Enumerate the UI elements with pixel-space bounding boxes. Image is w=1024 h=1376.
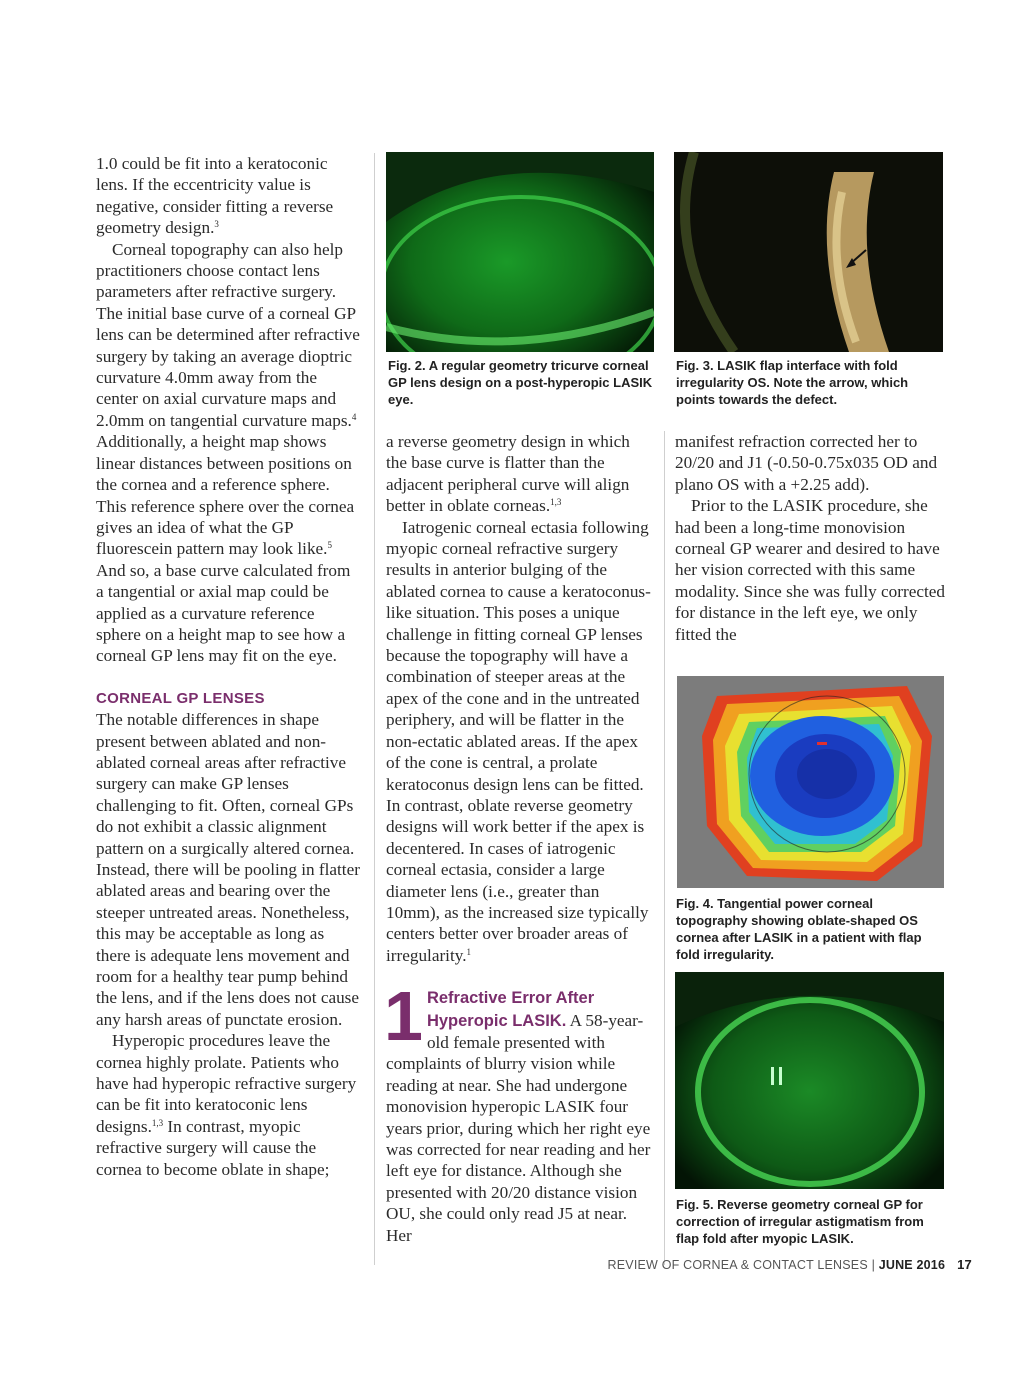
page-footer: REVIEW OF CORNEA & CONTACT LENSES | JUNE 2016 17 bbox=[607, 1257, 972, 1272]
column-1 bbox=[96, 153, 361, 1180]
paragraph: 1.0 could be fit into a keratoconic lens. If the eccentricity value is negative, consider fitting a reverse geometry design.$^3$ bbox=[96, 154, 334, 238]
figure-4-caption: Fig. 4. Tangential power corneal topography showing oblate-shaped OS cornea after LASIK in a patient with flap fold irregularity. bbox=[676, 896, 922, 962]
figure-3-caption: Fig. 3. LASIK flap interface with fold irregularity OS. Note the arrow, which points towards the defect. bbox=[676, 358, 909, 407]
fluorescein-eye-photo bbox=[386, 152, 654, 352]
figure-4-image bbox=[677, 676, 944, 888]
drop-cap: 1 bbox=[384, 977, 423, 1056]
figure-2-image bbox=[386, 152, 654, 352]
section-heading: CORNEAL GP LENSES bbox=[96, 689, 265, 707]
journal-name: REVIEW OF CORNEA & CONTACT LENSES bbox=[607, 1258, 868, 1272]
slit-lamp-photo bbox=[674, 152, 943, 352]
paragraph: Prior to the LASIK procedure, she had been a long-time monovision corneal GP wearer and desired to have her vision corrected with this same modality. Since she was fully corrected for distance in the left eye, we only fitted the bbox=[675, 496, 945, 644]
paragraph: The notable differences in shape present between ablated and non-ablated corneal areas after refractive surgery can make GP lenses challenging to fit. Often, corneal GPs do not exhibit a classic alignment pattern on a surgically altered cornea. Instead, there will be pooling in flatter ablated areas and bearing over the steeper untreated areas. Nonetheless, this may be acceptable as long as there is adequate lens movement and room for a healthy tear pump behind the lens, and if the lens does not cause any harsh areas of punctate erosion. bbox=[96, 710, 360, 1029]
fluorescein-lens-photo bbox=[675, 972, 944, 1189]
paragraph: Hyperopic procedures leave the cornea highly prolate. Patients who have had hyperopic refractive surgery can be fit into keratoconic lens designs.$^{1,3}$ In contrast, myopic refractive surgery will cause the cornea to become oblate in shape; bbox=[96, 1031, 357, 1179]
column-3 bbox=[675, 431, 945, 645]
case-heading: Refractive Error After Hyperopic LASIK. bbox=[426, 989, 595, 1030]
page-number: 17 bbox=[957, 1257, 972, 1272]
paragraph: manifest refraction corrected her to 20/20 and J1 (-0.50-0.75x035 OD and plano OS with a +2.25 add). bbox=[675, 432, 938, 494]
figure-2-caption: Fig. 2. A regular geometry tricurve corneal GP lens design on a post-hyperopic LASIK eye. bbox=[388, 358, 653, 407]
figure-5-caption: Fig. 5. Reverse geometry corneal GP for correction of irregular astigmatism from flap fold after myopic LASIK. bbox=[676, 1197, 924, 1246]
column-2 bbox=[386, 431, 654, 1246]
case-paragraph: 1 Refractive Error After Hyperopic LASIK. A 58-year-old female presented with complaints of blurry vision while reading at near. She had undergone monovision hyperopic LASIK four years prior, during which her right eye was corrected for near reading and her left eye for distance. Although she presented with 20/20 distance vision OU, she could only read J5 at near. Her bbox=[384, 977, 651, 1245]
figure-5-image bbox=[675, 972, 944, 1189]
topography-map bbox=[677, 676, 944, 888]
paragraph: Corneal topography can also help practitioners choose contact lens parameters after refractive surgery. The initial base curve of a corneal GP lens can be determined after refractive surgery by taking an average dioptric curvature 4.0mm away from the center on axial curvature maps and 2.0mm on tangential curvature maps.$^4$ Additionally, a height map shows linear distances between positions on the cornea and a reference sphere. This reference sphere over the cornea gives an idea of what the GP fluorescein pattern may look like.$^5$ And so, a base curve calculated from a tangential or axial map could be applied as a curvature reference sphere on a height map to see how a corneal GP lens may fit on the eye. bbox=[96, 239, 360, 666]
column-divider bbox=[374, 153, 375, 1265]
figure-3-image bbox=[674, 152, 943, 352]
paragraph: a reverse geometry design in which the base curve is flatter than the adjacent peripheral curve will align better in oblate corneas.$^{1,3}$ bbox=[386, 432, 630, 516]
column-divider bbox=[664, 431, 665, 1265]
issue-date: JUNE 2016 bbox=[878, 1258, 946, 1272]
paragraph: Iatrogenic corneal ectasia following myopic corneal refractive surgery results in anterior bulging of the ablated cornea to cause a keratoconus-like situation. This poses a unique challenge in fitting corneal GP lenses because the topography will have a combination of steeper areas at the apex of the cone and in the untreated periphery, and will be flatter in the non-ectatic ablated areas. If the apex of the cone is central, a prolate keratoconus design lens can be fitted. In contrast, oblate reverse geometry designs will work better if the apex is decentered. In cases of iatrogenic corneal ectasia, consider a large diameter lens (i.e., greater than 10mm), as the increased size typically centers better over broader areas of irregularity.$^1$ bbox=[386, 517, 651, 965]
